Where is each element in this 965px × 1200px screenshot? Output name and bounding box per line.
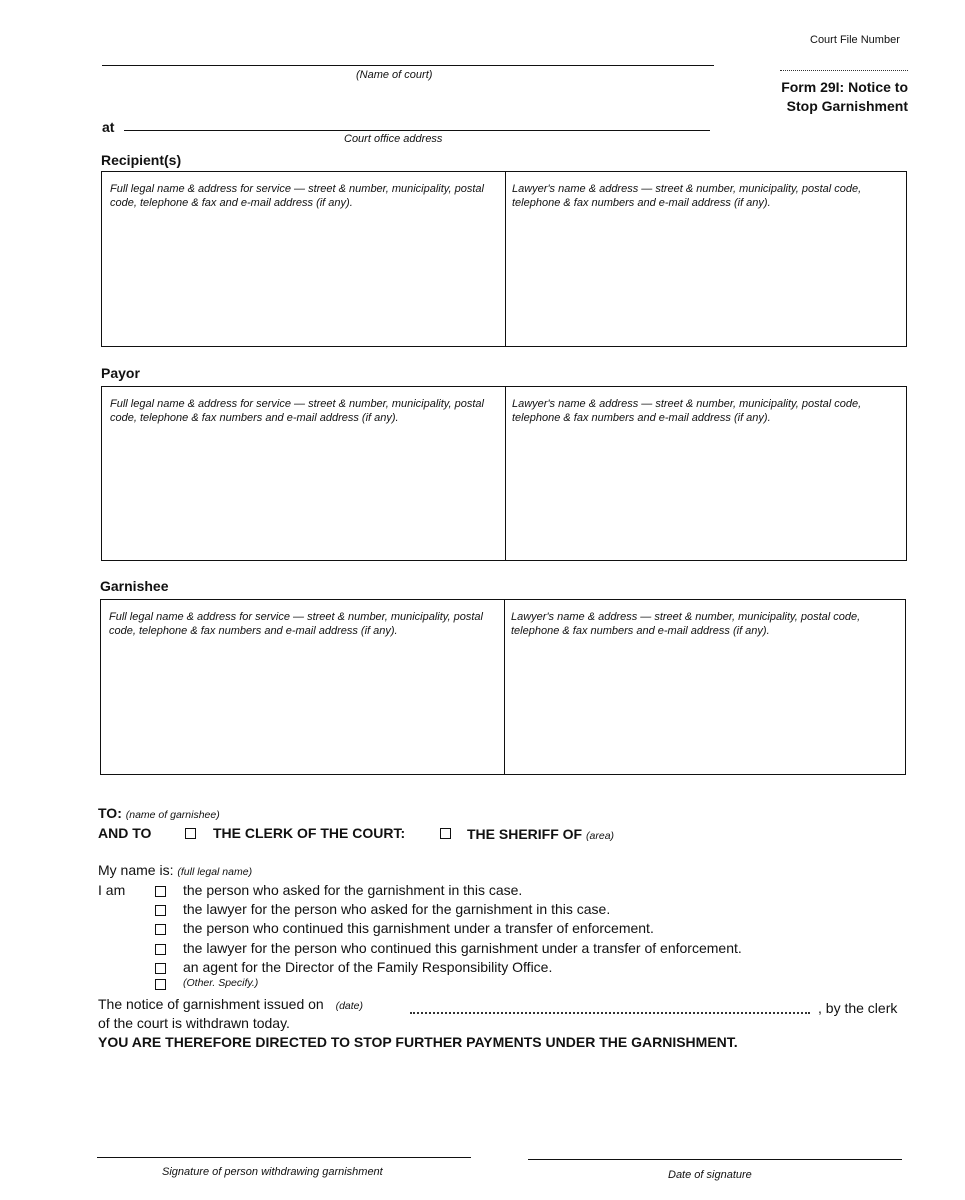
option-checkbox-4[interactable] xyxy=(155,944,166,955)
garnishee-heading: Garnishee xyxy=(100,578,169,594)
my-name-hint: (full legal name) xyxy=(177,866,253,878)
date-hint: (date) xyxy=(335,1000,364,1012)
option-checkbox-3[interactable] xyxy=(155,924,166,935)
option-checkbox-2[interactable] xyxy=(155,905,166,916)
option-checkbox-6[interactable] xyxy=(155,979,166,990)
sheriff-line xyxy=(467,826,614,842)
option-text-1: the person who asked for the garnishment in this case. xyxy=(183,882,523,898)
option-text-2: the lawyer for the person who asked for the garnishment in this case. xyxy=(183,901,611,917)
my-name-label: My name is: xyxy=(98,862,174,878)
garnishee-party-hint: Full legal name & address for service — street & number, municipality, postal code, telephone & fax numbers and e-mail address (if any). xyxy=(109,611,483,637)
notice-date-field[interactable] xyxy=(410,1012,810,1014)
sheriff-hint: (area) xyxy=(586,830,615,842)
garnishee-box xyxy=(100,599,906,775)
sheriff-label: THE SHERIFF OF xyxy=(467,826,583,842)
payor-box xyxy=(101,386,907,561)
garnishee-lawyer-field[interactable] xyxy=(503,600,905,774)
clerk-label: THE CLERK OF THE COURT: xyxy=(213,825,406,841)
payor-heading: Payor xyxy=(101,365,140,381)
garnishee-party-field[interactable] xyxy=(101,600,505,774)
sheriff-checkbox[interactable] xyxy=(440,828,451,839)
recipients-box xyxy=(101,171,907,347)
court-file-number-label: Court File Number xyxy=(810,34,900,46)
name-of-court-label: (Name of court) xyxy=(356,69,433,81)
court-file-number-field[interactable] xyxy=(780,70,908,71)
my-name-line xyxy=(98,862,252,878)
option-text-4: the lawyer for the person who continued this garnishment under a transfer of enforcement. xyxy=(183,940,742,956)
directive-text: YOU ARE THEREFORE DIRECTED TO STOP FURTHER PAYMENTS UNDER THE GARNISHMENT. xyxy=(98,1034,738,1050)
notice-text-2: , by the clerk xyxy=(818,1000,898,1016)
notice-text-3: of the court is withdrawn today. xyxy=(98,1015,290,1031)
option-text-3: the person who continued this garnishment under a transfer of enforcement. xyxy=(183,920,654,936)
notice-line xyxy=(98,996,363,1012)
payor-lawyer-hint: Lawyer's name & address — street & number, municipality, postal code, telephone & fax numbers and e-mail address (if any). xyxy=(512,398,862,424)
court-office-address-label: Court office address xyxy=(344,133,443,145)
court-name-field[interactable] xyxy=(102,65,714,66)
option-checkbox-1[interactable] xyxy=(155,886,166,897)
recipient-lawyer-field[interactable] xyxy=(504,172,906,346)
clerk-checkbox[interactable] xyxy=(185,828,196,839)
notice-text-1: The notice of garnishment issued on xyxy=(98,996,324,1012)
form-title-line1: Form 29I: Notice to xyxy=(781,79,908,95)
recipient-lawyer-hint: Lawyer's name & address — street & number, municipality, postal code, telephone & fax numbers and e-mail address (if any). xyxy=(512,183,862,209)
recipients-heading: Recipient(s) xyxy=(101,152,182,168)
and-to-label: AND TO xyxy=(98,825,152,841)
court-office-address-field[interactable] xyxy=(124,130,710,131)
date-of-signature-label: Date of signature xyxy=(668,1169,752,1181)
option-checkbox-5[interactable] xyxy=(155,963,166,974)
signature-label: Signature of person withdrawing garnishment xyxy=(162,1166,383,1178)
form-title-line2: Stop Garnishment xyxy=(786,98,908,114)
to-label: TO: xyxy=(98,805,122,821)
option-text-5: an agent for the Director of the Family Responsibility Office. xyxy=(183,959,553,975)
i-am-label: I am xyxy=(98,882,126,898)
form-title xyxy=(781,78,908,116)
signature-field[interactable] xyxy=(97,1157,471,1158)
to-line xyxy=(98,805,220,821)
garnishee-lawyer-hint: Lawyer's name & address — street & number, municipality, postal code, telephone & fax numbers and e-mail address (if any). xyxy=(511,611,861,637)
option-text-6: (Other. Specify.) xyxy=(183,977,259,989)
payor-party-field[interactable] xyxy=(102,387,506,560)
date-of-signature-field[interactable] xyxy=(528,1159,902,1160)
recipient-party-hint: Full legal name & address for service — street & number, municipality, postal code, telephone & fax and e-mail address (if any). xyxy=(110,183,484,209)
to-hint: (name of garnishee) xyxy=(125,809,220,821)
payor-lawyer-field[interactable] xyxy=(504,387,906,560)
recipient-party-field[interactable] xyxy=(102,172,506,346)
at-label: at xyxy=(102,119,115,135)
payor-party-hint: Full legal name & address for service — street & number, municipality, postal code, telephone & fax numbers and e-mail address (if any). xyxy=(110,398,484,424)
